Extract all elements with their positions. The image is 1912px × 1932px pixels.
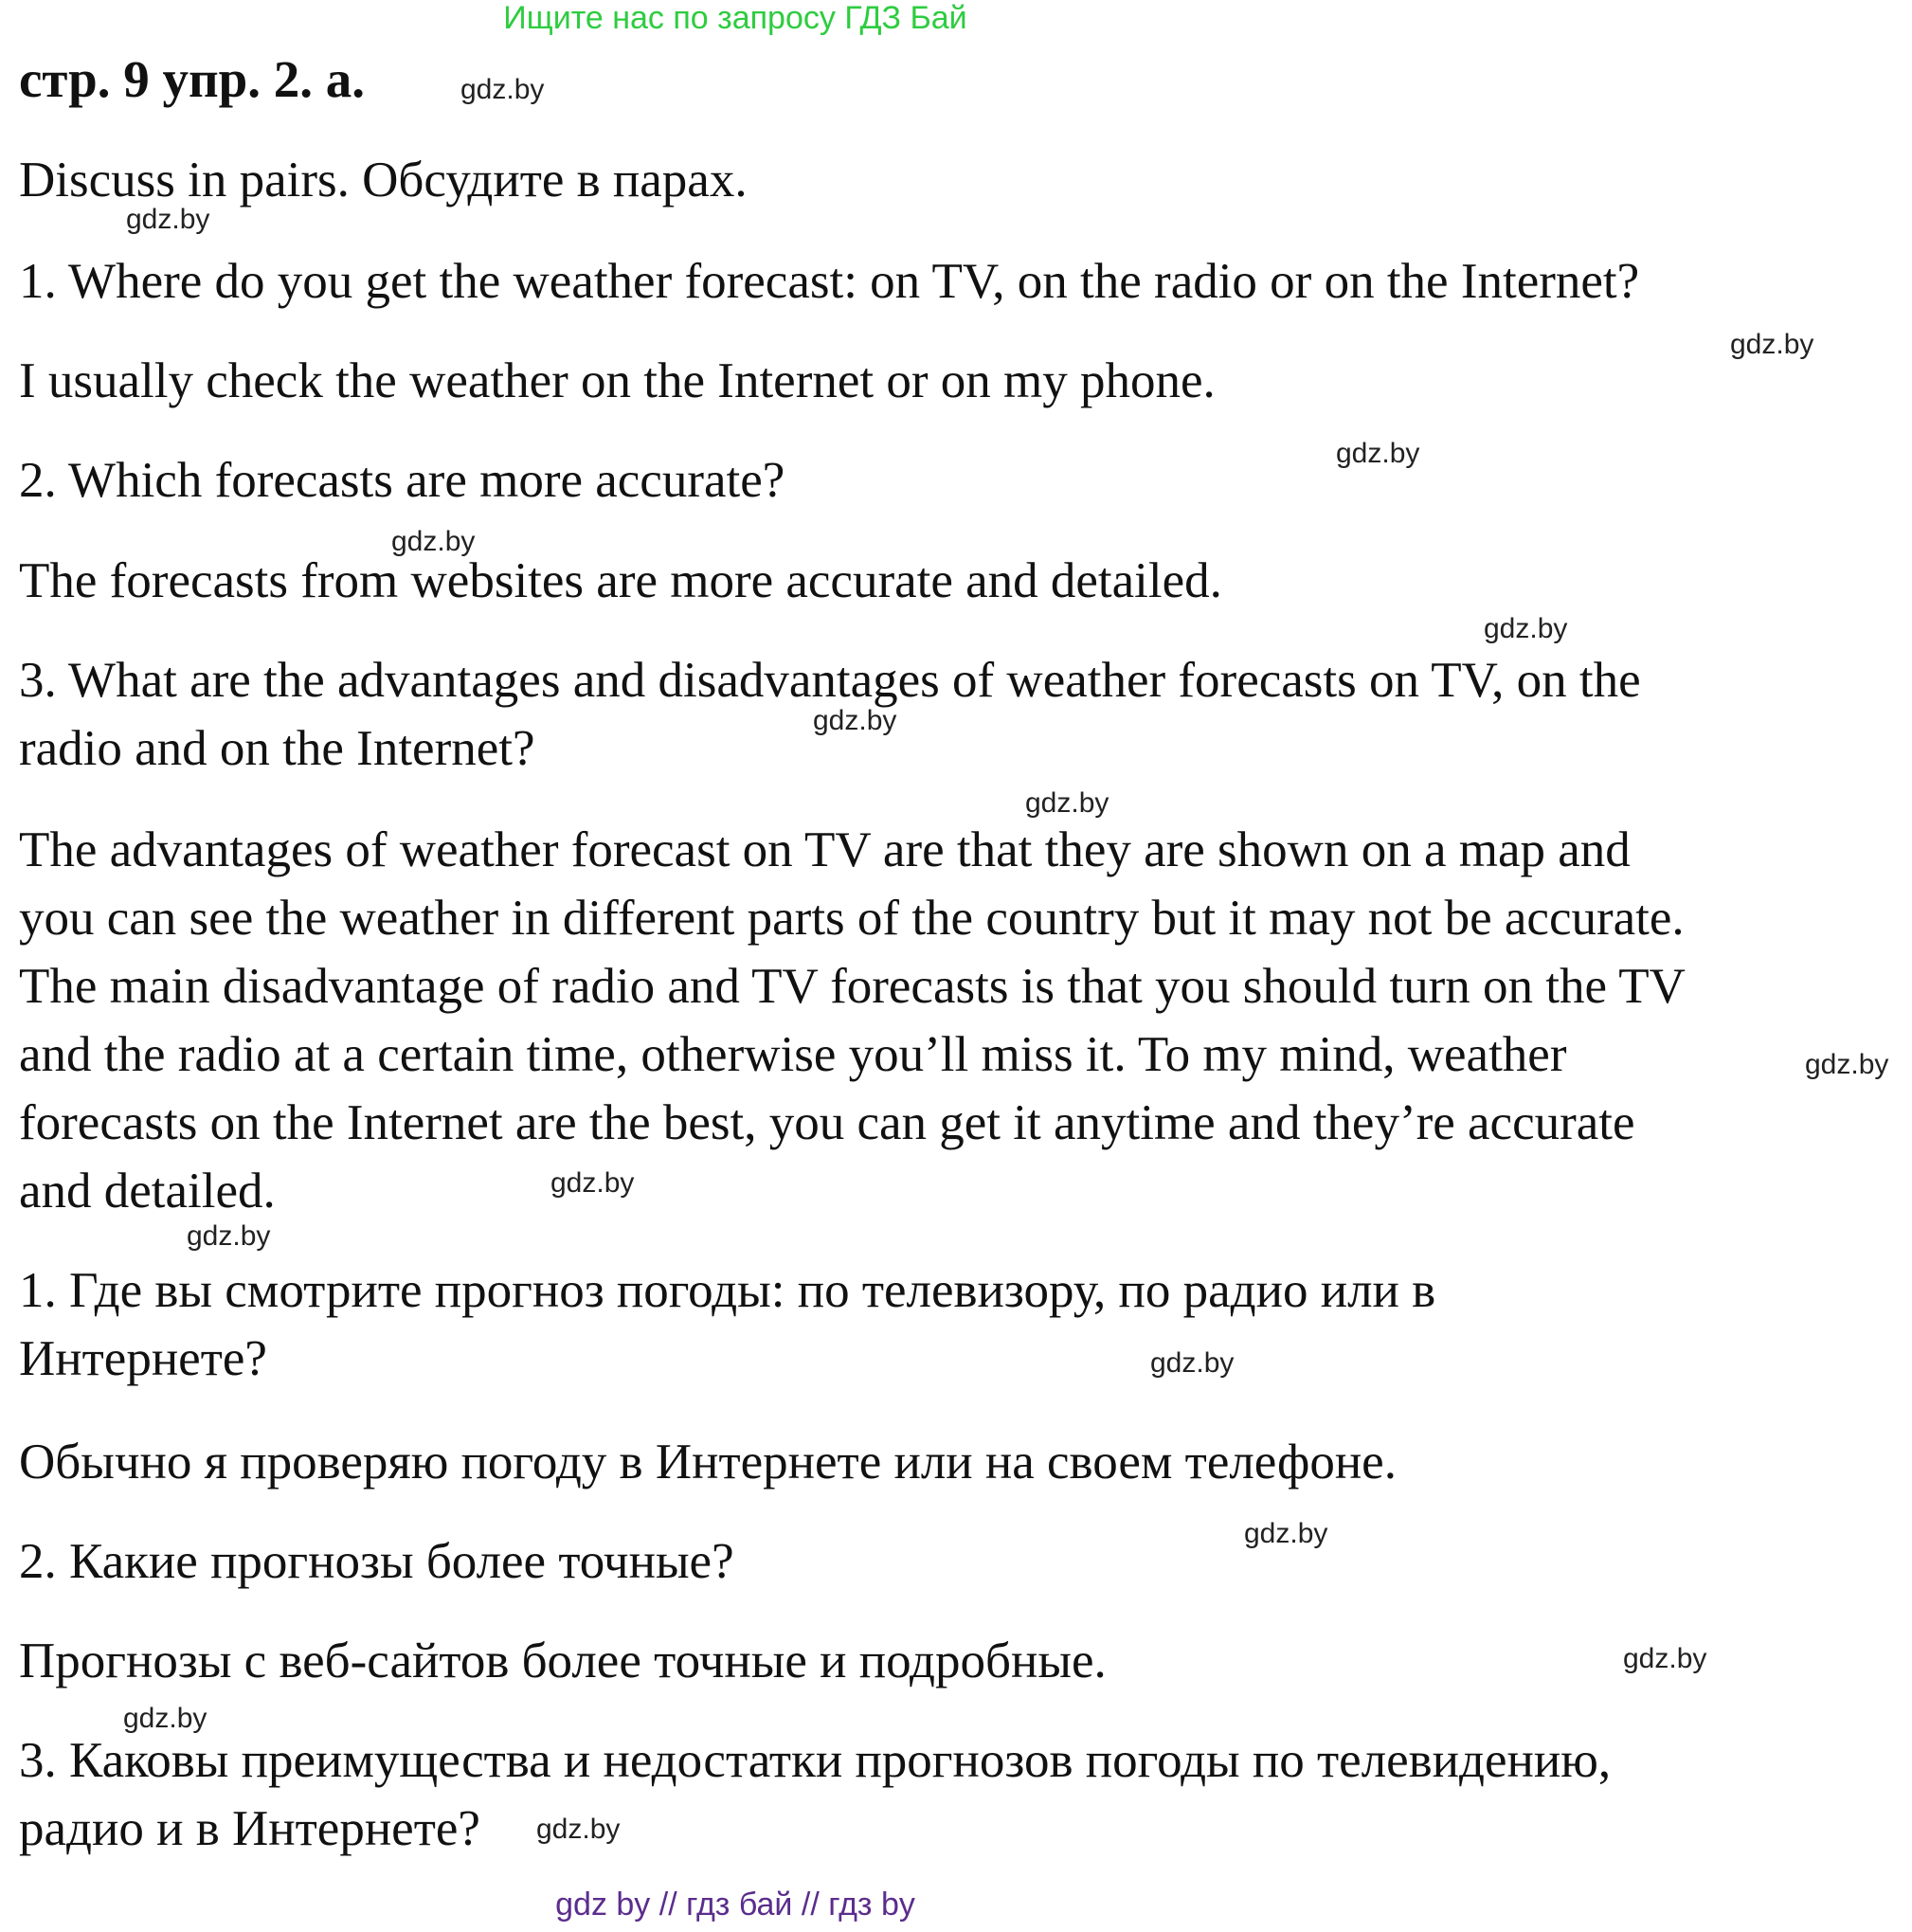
watermark: gdz.by	[123, 1703, 207, 1734]
text-line: 1. Где вы смотрите прогноз погоды: по телевизору, по радио или в	[19, 1263, 1436, 1318]
text-line: you can see the weather in different parts of the country but it may not be accurate.	[19, 891, 1685, 946]
text-line: The advantages of weather forecast on TV are that they are shown on a map and	[19, 822, 1631, 877]
page-heading: стр. 9 упр. 2. а.	[19, 50, 365, 108]
text-line: I usually check the weather on the Internet or on my phone.	[19, 353, 1216, 408]
watermark: gdz.by	[1623, 1643, 1707, 1674]
text-line: The forecasts from websites are more accurate and detailed.	[19, 553, 1222, 608]
text-line: and the radio at a certain time, otherwise you’ll miss it. To my mind, weather	[19, 1027, 1567, 1082]
watermark: gdz.by	[1336, 438, 1420, 469]
text-line: forecasts on the Internet are the best, you can get it anytime and they’re accurate	[19, 1095, 1635, 1150]
watermark: gdz.by	[813, 705, 897, 736]
watermark: gdz.by	[460, 74, 545, 105]
text-line: 2. Какие прогнозы более точные?	[19, 1534, 734, 1589]
watermark: gdz.by	[391, 526, 476, 557]
text-line: 1. Where do you get the weather forecast: on TV, on the radio or on the Internet?	[19, 254, 1640, 309]
search-banner[interactable]: Ищите нас по запросу ГДЗ Бай	[503, 0, 967, 36]
text-line: 3. What are the advantages and disadvantages of weather forecasts on TV, on the	[19, 653, 1641, 708]
watermark: gdz.by	[1244, 1518, 1328, 1549]
text-line: Прогнозы с веб-сайтов более точные и подробные.	[19, 1634, 1107, 1688]
text-line: Интернете?	[19, 1331, 267, 1386]
watermark: gdz.by	[187, 1220, 271, 1252]
text-line: радио и в Интернете?	[19, 1801, 480, 1856]
text-line: The main disadvantage of radio and TV forecasts is that you should turn on the TV	[19, 959, 1686, 1014]
text-line: Discuss in pairs. Обсудите в парах.	[19, 153, 748, 208]
text-line: Обычно я проверяю погоду в Интернете или на своем телефоне.	[19, 1435, 1397, 1490]
watermark: gdz.by	[536, 1814, 621, 1845]
watermark: gdz.by	[1730, 329, 1814, 360]
watermark: gdz.by	[126, 204, 210, 235]
watermark: gdz.by	[1805, 1049, 1889, 1080]
watermark: gdz.by	[550, 1167, 635, 1199]
text-line: and detailed.	[19, 1164, 276, 1219]
text-line: 2. Which forecasts are more accurate?	[19, 453, 785, 508]
watermark: gdz.by	[1150, 1347, 1235, 1379]
text-line: radio and on the Internet?	[19, 721, 535, 776]
watermark: gdz.by	[1025, 787, 1109, 819]
watermark: gdz.by	[1484, 613, 1568, 644]
text-line: 3. Каковы преимущества и недостатки прогнозов погоды по телевидению,	[19, 1733, 1612, 1788]
footer-links[interactable]: gdz by // гдз бай // гдз by	[555, 1887, 915, 1923]
